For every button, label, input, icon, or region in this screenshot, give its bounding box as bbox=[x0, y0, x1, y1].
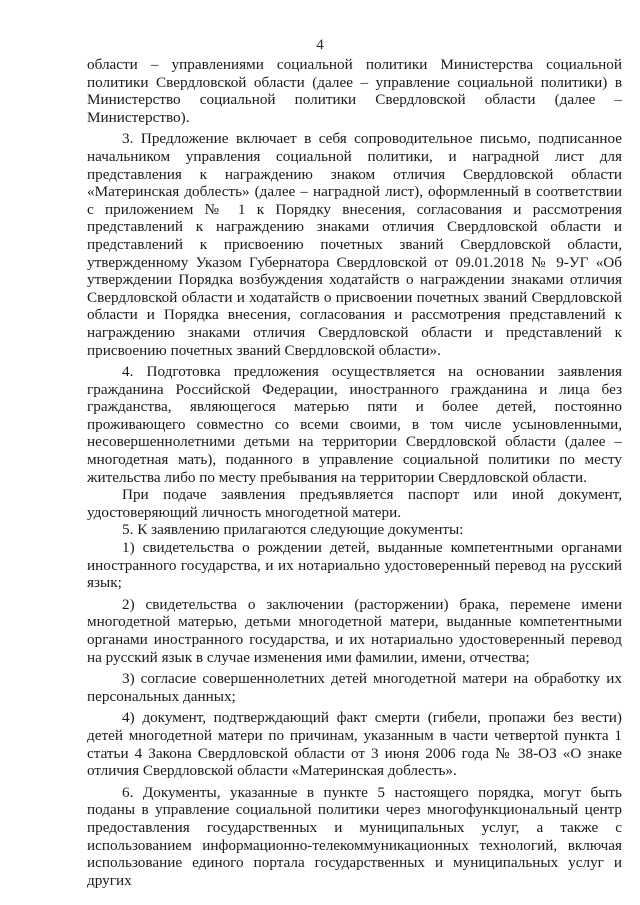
paragraph: 6. Документы, указанные в пункте 5 настоящего порядка, могут быть поданы в управление социальной политики через многофункциональный центр предоставления государственных и муниципальных услуг, а также с использованием информационно-телекоммуникационных технологий, включая использование единого портала государственных и муниципальных услуг и других bbox=[87, 783, 622, 889]
page-number: 4 bbox=[316, 37, 324, 53]
paragraph: 5. К заявлению прилагаются следующие документы: bbox=[122, 521, 464, 539]
paragraph: 3) согласие совершеннолетних детей многодетной матери на обработку их персональных данных; bbox=[87, 670, 622, 705]
paragraph: При подаче заявления предъявляется паспорт или иной документ, удостоверяющий личность многодетной матери. bbox=[87, 486, 622, 521]
paragraph: 4) документ, подтверждающий факт смерти (гибели, пропажи без вести) детей многодетной матери по причинам, указанным в части четвертой пункта 1 статьи 4 Закона Свердловской области от 3 июня 2006 года № 38-ОЗ «О знаке отличия Свердловской области «Материнская доблесть». bbox=[87, 709, 622, 780]
paragraph: 4. Подготовка предложения осуществляется на основании заявления гражданина Российской Федерации, иностранного гражданина и лица без гражданства, являющегося матерью пяти и более детей, постоянно проживающего совместно со всеми своими, в том числе усыновленными, несовершеннолетними детьми на территории Свердловской области (далее – многодетная мать), поданного в управление социальной политики по месту жительства либо по месту пребывания на территории Свердловской области. bbox=[87, 363, 622, 486]
document-body bbox=[87, 56, 622, 889]
paragraph: области – управлениями социальной политики Министерства социальной политики Свердловской области (далее – управление социальной политики) в Министерство социальной политики Свердловской области (далее – Министерство). bbox=[87, 56, 622, 126]
paragraph: 2) свидетельства о заключении (расторжении) брака, перемене имени многодетной матерью, детьми многодетной матери, выданные компетентными органами иностранного государства, и их нотариально удостоверенный перевод на русский язык в случае изменения ими фамилии, имени, отчества; bbox=[87, 595, 622, 666]
paragraph: 3. Предложение включает в себя сопроводительное письмо, подписанное начальником управления социальной политики, и наградной лист для представления к награждению знаком отличия Свердловской области «Материнская доблесть» (далее – наградной лист), оформленный в соответствии с приложением № 1 к Порядку внесения, согласования и рассмотрения представлений к награждению знаками отличия Свердловской области и представлений к присвоению почетных званий Свердловской области, утвержденному Указом Губернатора Свердловской от 09.01.2018 № 9-УГ «Об утверждении Порядка возбуждения ходатайств о награждении знаками отличия Свердловской области и ходатайств о присвоении почетных званий Свердловской области и Порядка внесения, согласования и рассмотрения представлений к награждению знаками отличия Свердловской области и представлений к присвоению почетных званий Свердловской области». bbox=[87, 130, 622, 359]
paragraph: 1) свидетельства о рождении детей, выданные компетентными органами иностранного государства, и их нотариально удостоверенный перевод на русский язык; bbox=[87, 539, 622, 592]
